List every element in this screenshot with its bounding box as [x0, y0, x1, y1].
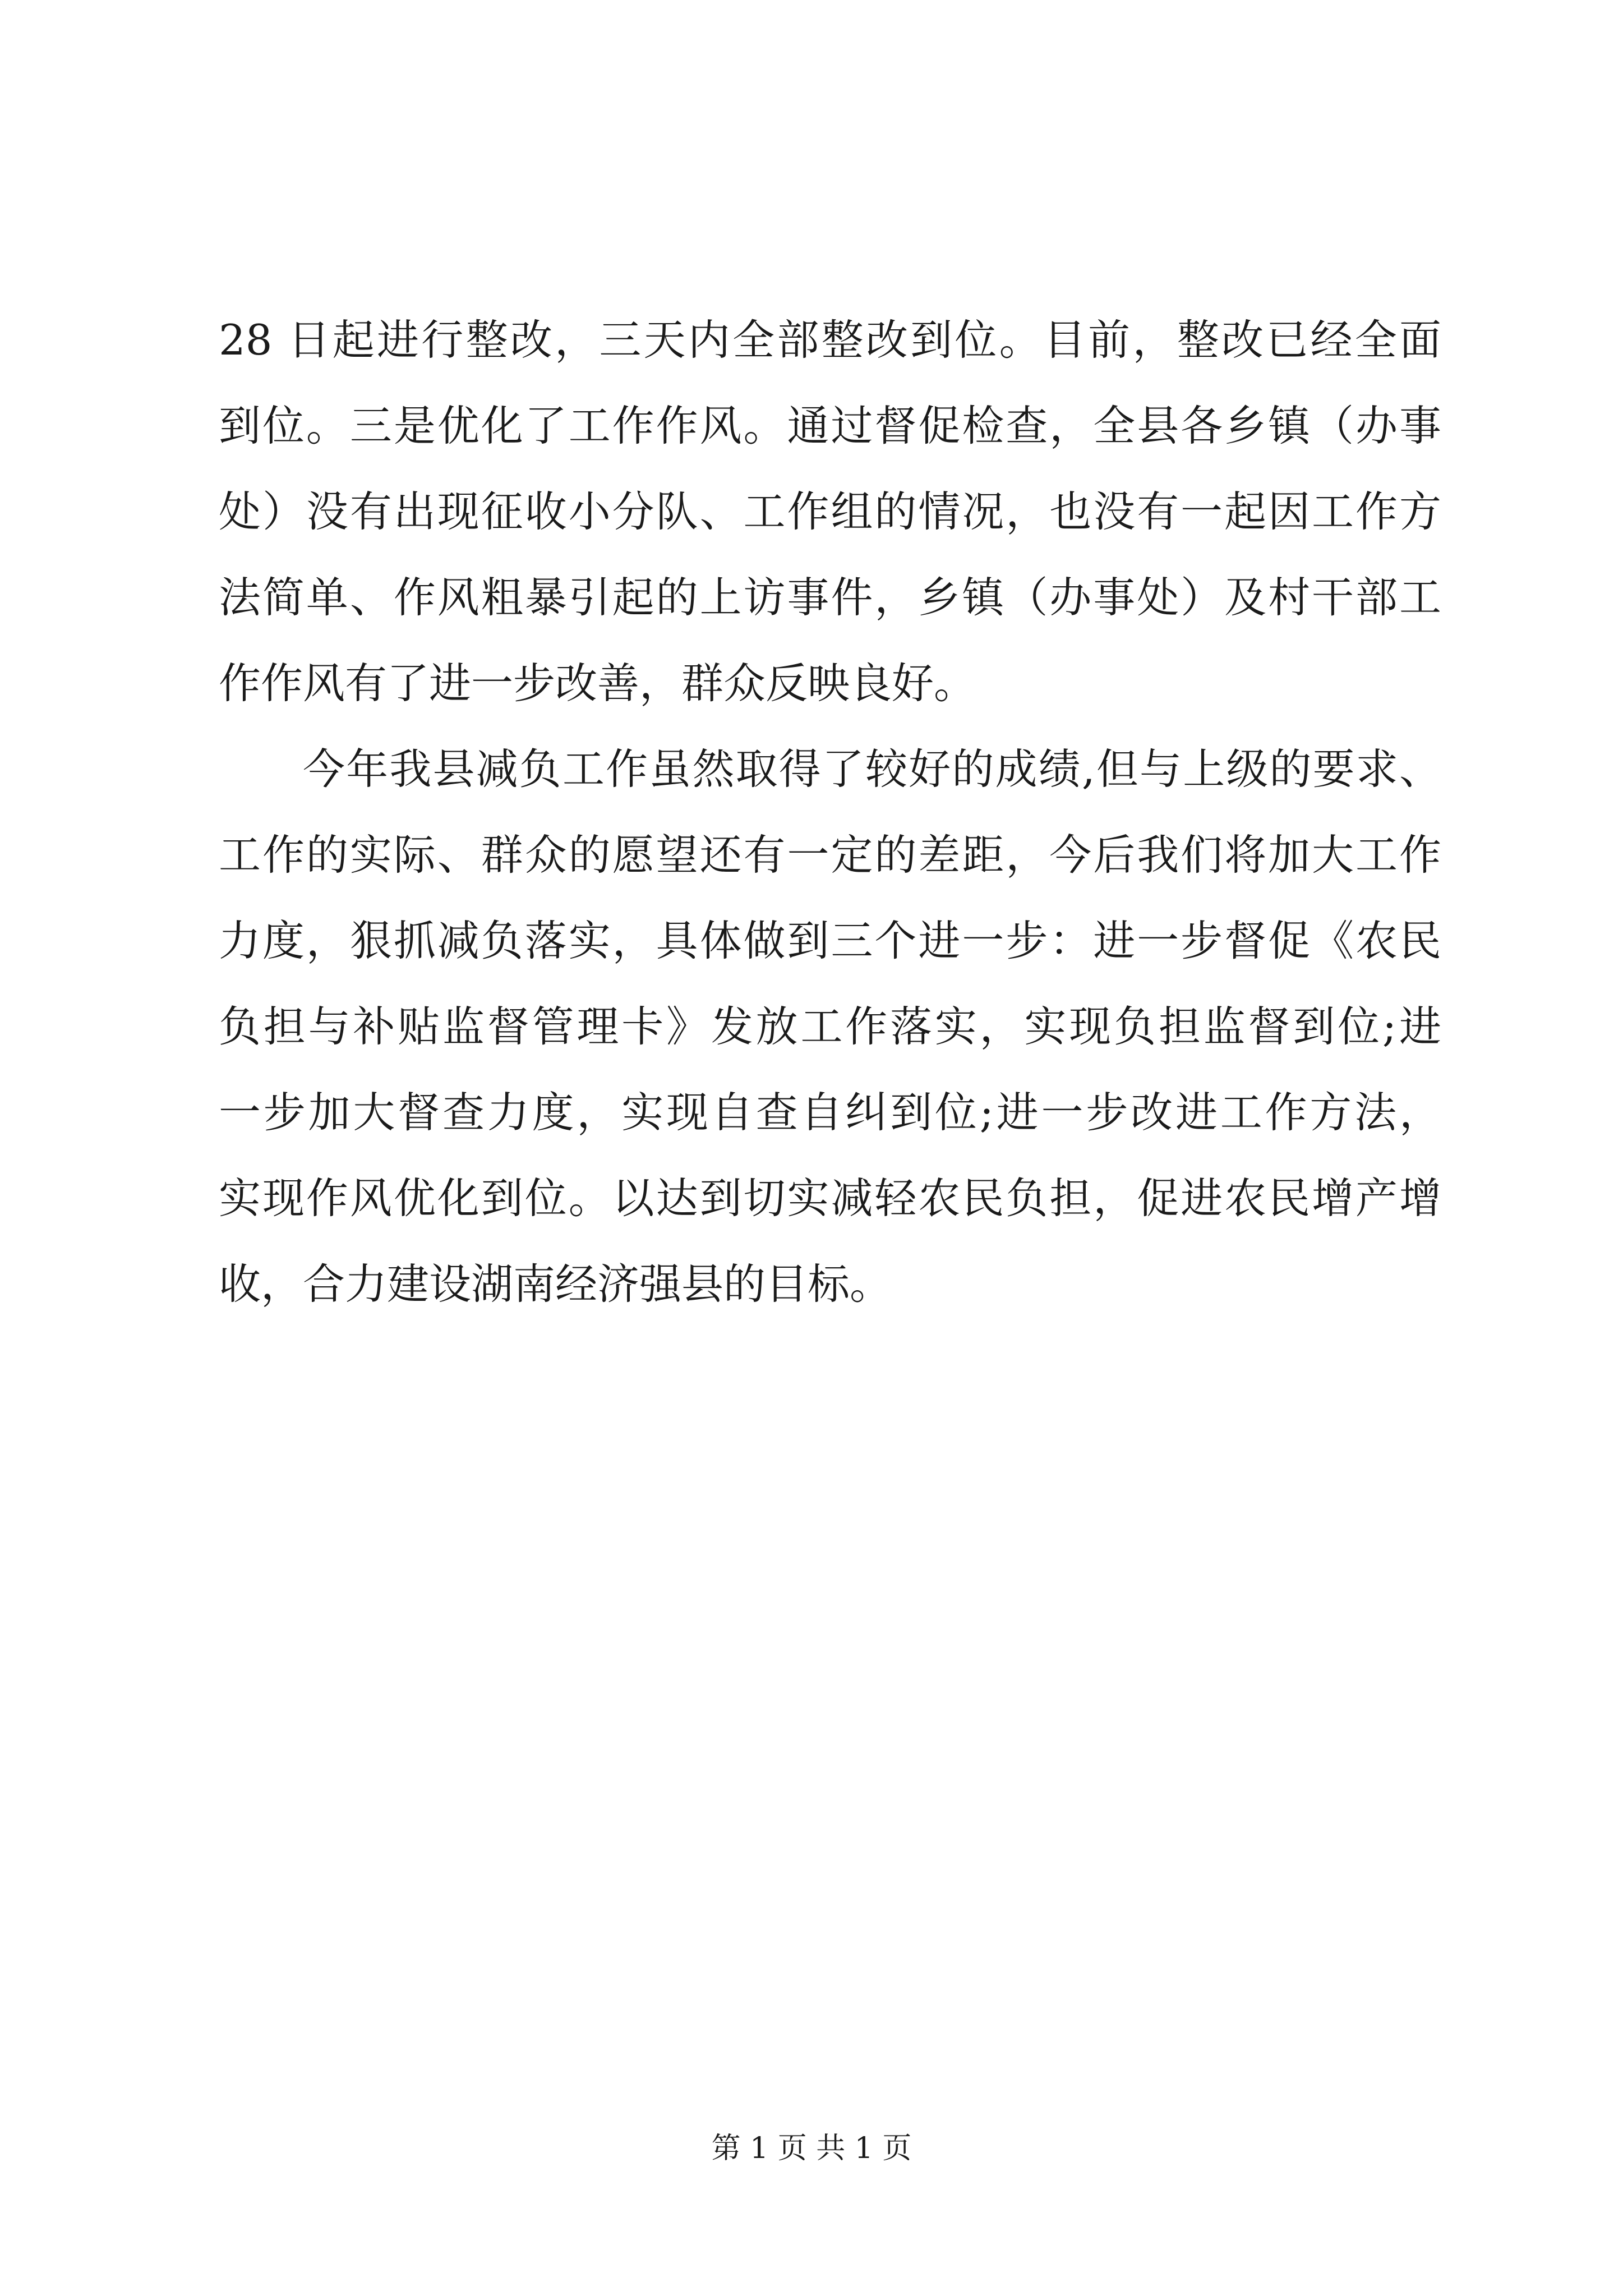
paragraph-line: 28 日起进行整改，三天内全部整改到位。目前，整改已经全面: [219, 315, 1441, 365]
paragraph-line: 一步加大督查力度，实现自查自纠到位;进一步改进工作方法，: [219, 1088, 1441, 1137]
paragraph-line: 到位。三是优化了工作作风。通过督促检查，全县各乡镇（办事: [219, 401, 1441, 450]
paragraph-line: 实现作风优化到位。以达到切实减轻农民负担，促进农民增产增: [219, 1174, 1441, 1223]
paragraph-line: 处）没有出现征收小分队、工作组的情况，也没有一起因工作方: [219, 487, 1441, 536]
paragraph-line: 负担与补贴监督管理卡》发放工作落实，实现负担监督到位;进: [219, 1002, 1441, 1051]
document-body: [219, 297, 1441, 1327]
paragraph-line: 法简单、作风粗暴引起的上访事件，乡镇（办事处）及村干部工: [219, 573, 1441, 622]
paragraph-line: 收，合力建设湖南经济强县的目标。: [219, 1259, 892, 1309]
page-footer: [0, 2129, 1623, 2168]
paragraph-line: 工作的实际、群众的愿望还有一定的差距，今后我们将加大工作: [219, 830, 1441, 880]
paragraph-1: [219, 297, 1441, 726]
paragraph-line: 作作风有了进一步改善，群众反映良好。: [219, 659, 976, 708]
paragraph-line: 今年我县减负工作虽然取得了较好的成绩,但与上级的要求、: [303, 744, 1441, 794]
paragraph-line: 力度，狠抓减负落实，具体做到三个进一步：进一步督促《农民: [219, 916, 1441, 965]
page-number-label: 第 1 页 共 1 页: [711, 2132, 912, 2165]
paragraph-2: [219, 726, 1441, 1327]
